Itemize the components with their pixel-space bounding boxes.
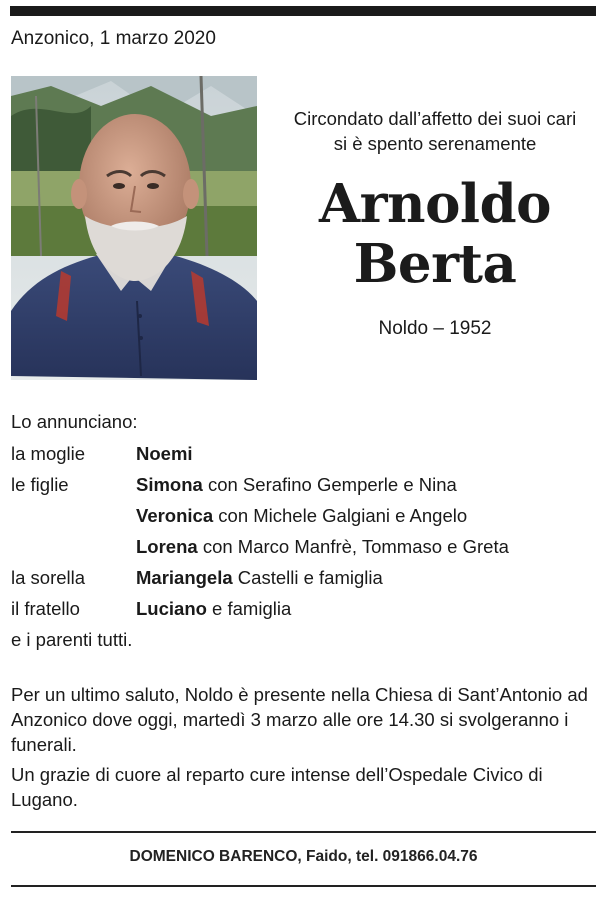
- thanks-message: Un grazie di cuore al reparto cure intense dell’Ospedale Civico di Lugano.: [11, 764, 543, 810]
- family-member-name: Mariangela: [136, 567, 233, 588]
- family-member-details: con Michele Galgiani e Angelo: [213, 505, 468, 526]
- family-row: [11, 533, 591, 564]
- family-role: la sorella: [11, 567, 86, 588]
- family-member-details: con Serafino Gemperle e Nina: [202, 474, 457, 495]
- family-row: [11, 595, 591, 626]
- family-row: [11, 502, 591, 533]
- footer-bottom-rule: [11, 885, 596, 887]
- place-date: Anzonico, 1 marzo 2020: [11, 28, 216, 49]
- family-member-name: Luciano: [136, 598, 207, 619]
- family-role: il fratello: [11, 598, 80, 619]
- funeral-home-credit: [11, 848, 596, 866]
- footer-top-rule: [11, 831, 596, 833]
- family-role: la moglie: [11, 443, 86, 464]
- funeral-message: Per un ultimo saluto, Noldo è presente nella Chiesa di Sant’Antonio ad Anzonico dove oggi, martedì 3 marzo alle ore 14.30 si svolgeranno i funerali.: [11, 684, 588, 755]
- family-member-name: Lorena: [136, 536, 198, 557]
- family-row: [11, 626, 591, 657]
- family-list: [11, 440, 591, 657]
- funeral-home-name: DOMENICO BARENCO: [129, 848, 298, 865]
- announcement-heading: Lo annunciano:: [11, 411, 138, 432]
- family-row: [11, 440, 591, 471]
- family-member-details: con Marco Manfrè, Tommaso e Greta: [197, 536, 509, 557]
- portrait-photo: [11, 76, 257, 380]
- top-border-bar: [10, 6, 596, 16]
- nickname-and-birth-year: Noldo – 1952: [378, 318, 492, 339]
- funeral-home-details: , Faido, tel. 091866.04.76: [297, 848, 478, 865]
- family-role: e i parenti tutti.: [11, 629, 133, 650]
- family-member-details: Castelli e famiglia: [232, 567, 383, 588]
- family-member-details: e famiglia: [206, 598, 292, 619]
- deceased-first-name: Arnoldo: [319, 173, 551, 235]
- intro-line-1: Circondato dall’affetto dei suoi cari: [293, 108, 577, 129]
- deceased-last-name: Berta: [353, 233, 517, 295]
- intro-text: [270, 106, 600, 156]
- family-member-name: Noemi: [136, 443, 193, 464]
- portrait-illustration: [11, 76, 257, 380]
- intro-line-2: si è spento serenamente: [333, 133, 537, 154]
- family-row: [11, 564, 591, 595]
- family-row: [11, 471, 591, 502]
- family-member-name: Veronica: [136, 505, 214, 526]
- family-member-name: Simona: [136, 474, 203, 495]
- family-role: le figlie: [11, 474, 69, 495]
